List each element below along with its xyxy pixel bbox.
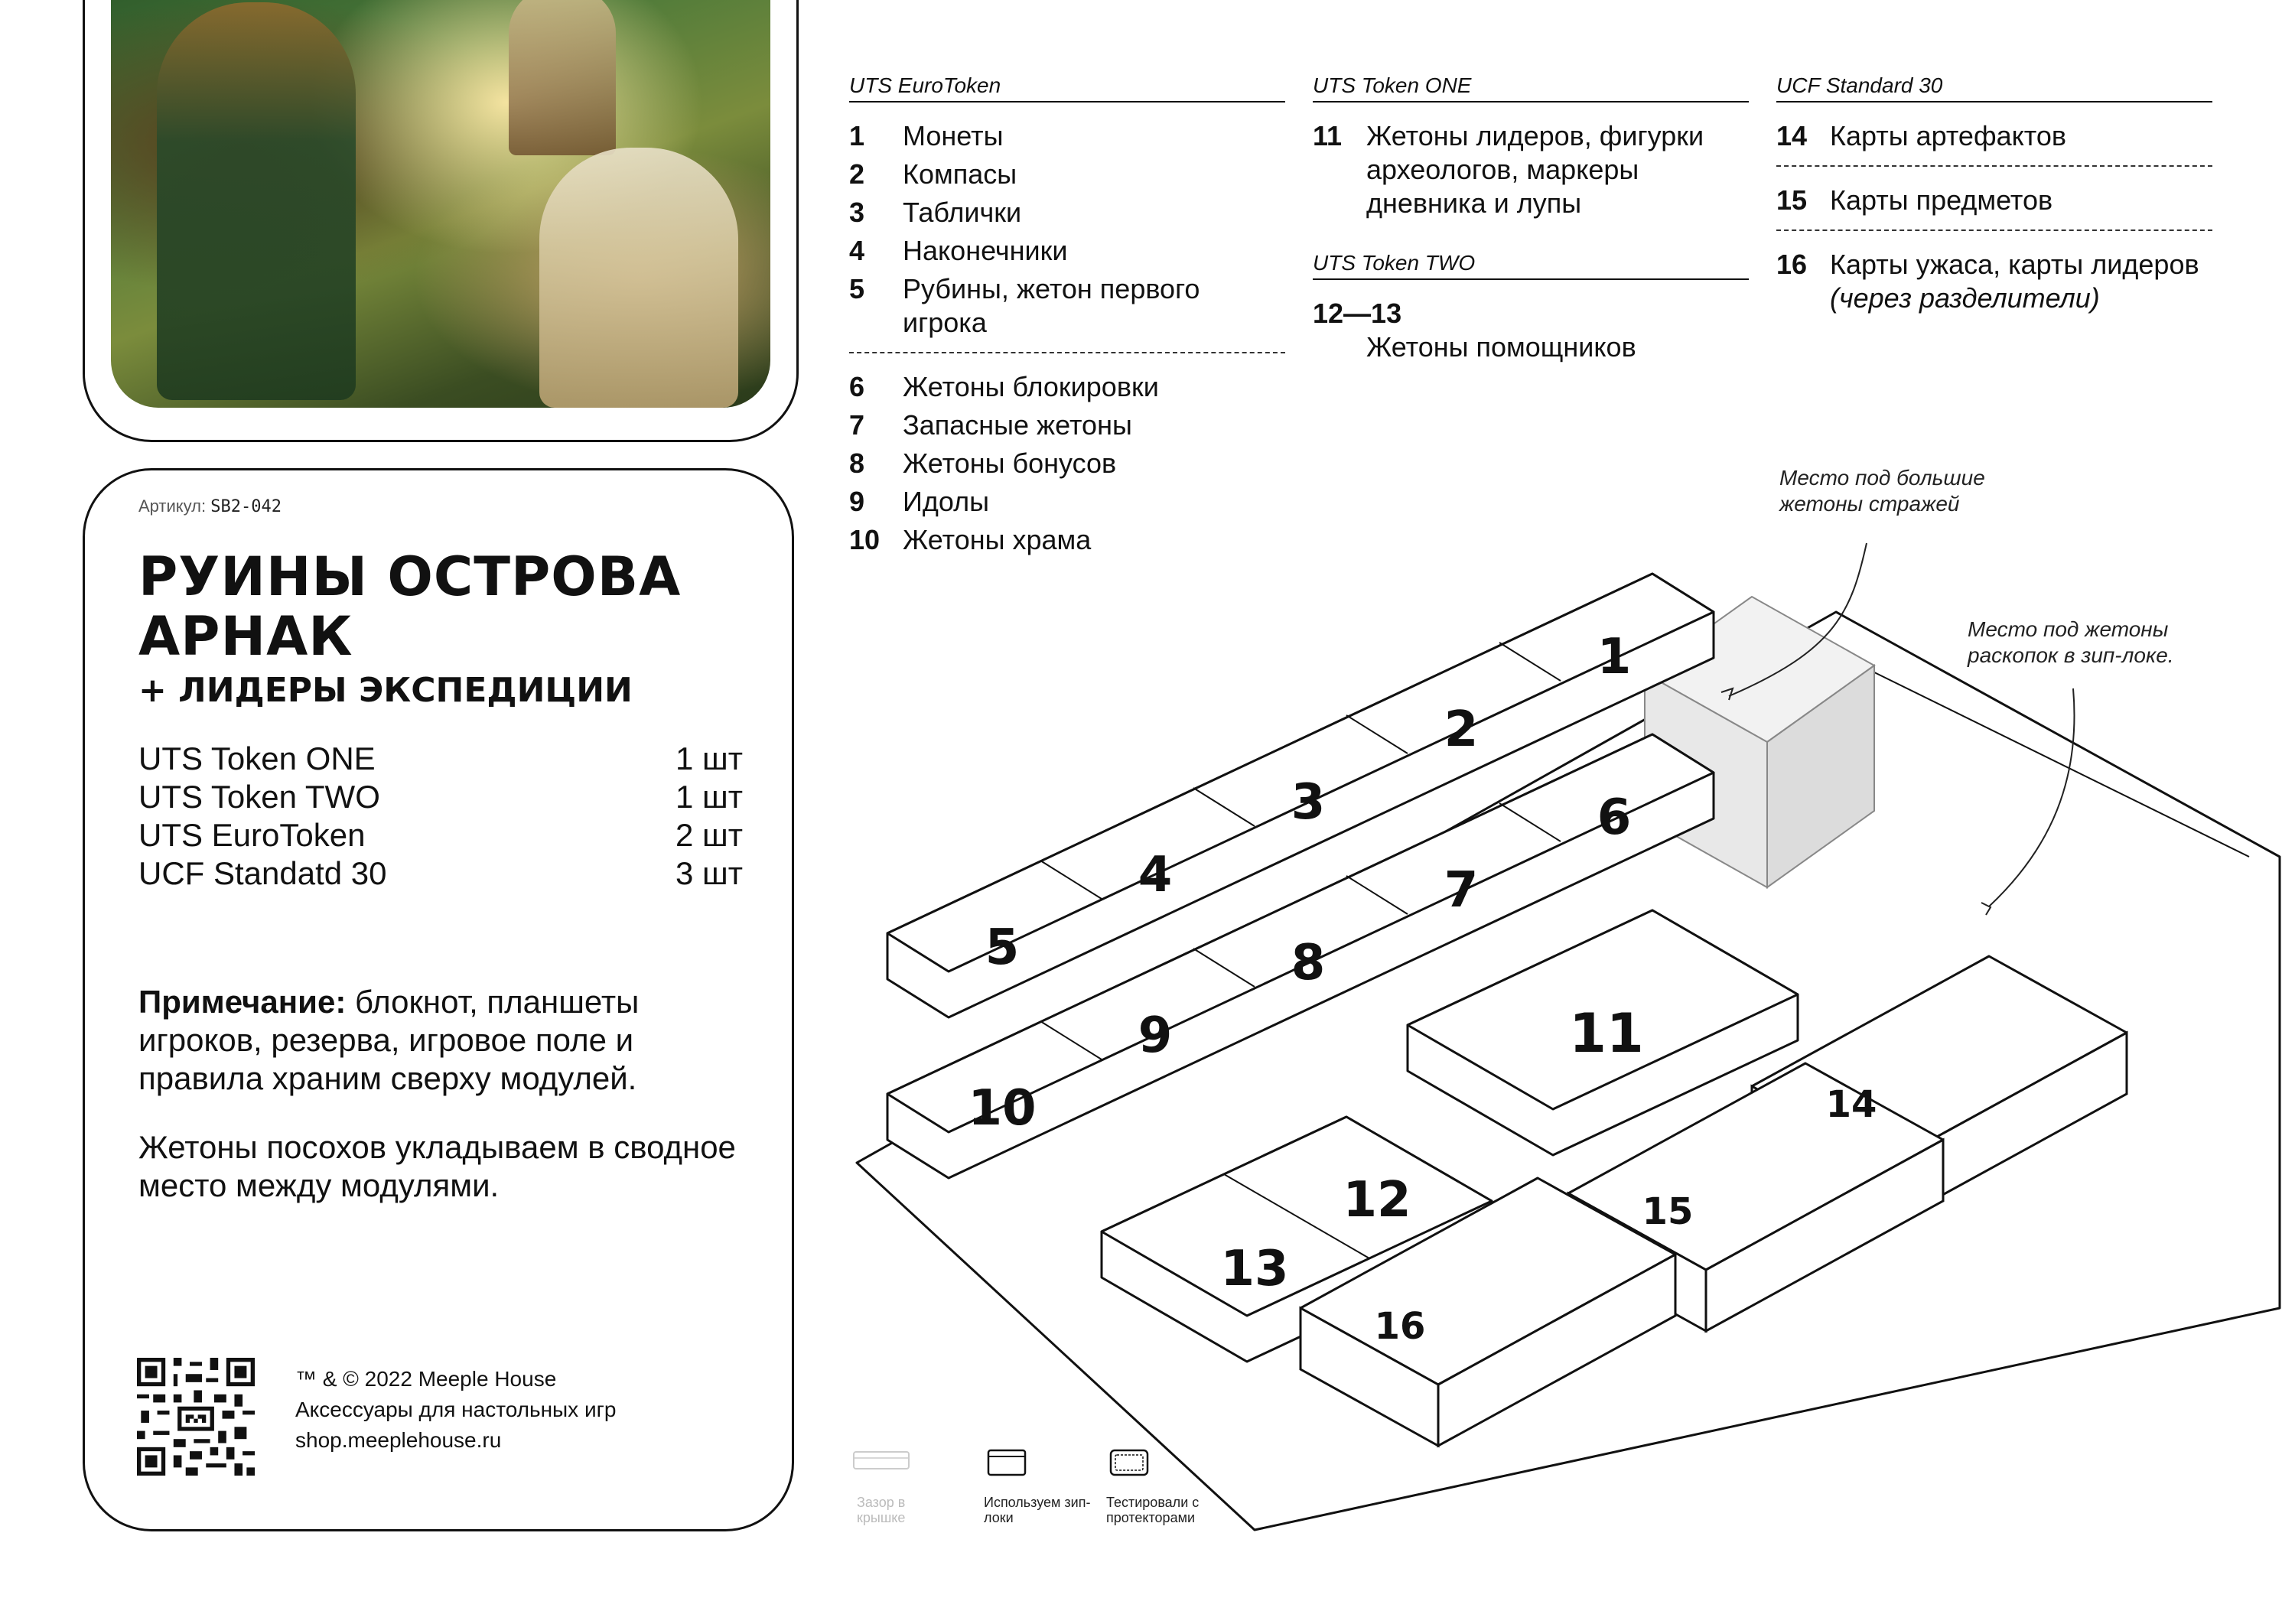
legend-item bbox=[849, 370, 1285, 404]
legend-item bbox=[849, 119, 1285, 153]
item-label: Идолы bbox=[903, 486, 989, 517]
sku bbox=[138, 496, 282, 516]
module-name: UTS EuroToken bbox=[138, 817, 366, 853]
item-number: 7 bbox=[849, 409, 865, 441]
shop-link[interactable]: shop.meeplehouse.ru bbox=[295, 1428, 502, 1452]
organizer-illustration bbox=[842, 459, 2295, 1545]
item-label: Карты артефактов bbox=[1830, 120, 2066, 151]
module-qty: 2 шт bbox=[675, 817, 743, 853]
item-label: Монеты bbox=[903, 120, 1004, 151]
ziplock-icon bbox=[985, 1447, 1028, 1478]
module-qty: 1 шт bbox=[675, 779, 743, 815]
item-label: Жетоны бонусов bbox=[903, 447, 1117, 479]
legend-item bbox=[1313, 119, 1749, 220]
item-number: 14 bbox=[1776, 120, 1808, 151]
copyright: ™ & © 2022 Meeple House bbox=[295, 1367, 557, 1391]
tray-number-5: 5 bbox=[985, 919, 1020, 976]
qr-code[interactable] bbox=[137, 1358, 255, 1476]
lid-icon bbox=[851, 1447, 912, 1478]
item-label-note: (через разделители) bbox=[1830, 282, 2100, 314]
tray-number-3: 3 bbox=[1291, 774, 1326, 831]
item-number: 11 bbox=[1313, 120, 1343, 151]
icon-label: Используем зип-локи bbox=[984, 1495, 1091, 1525]
item-number: 3 bbox=[849, 197, 865, 228]
legend-item bbox=[1776, 184, 2212, 217]
module-qty: 3 шт bbox=[675, 855, 743, 891]
legend-heading: UTS Token TWO bbox=[1313, 251, 1749, 280]
legend-heading: UCF Standard 30 bbox=[1776, 73, 2212, 103]
note-text: блокнот, планшеты игроков, резерва, игровое поле и правила храним сверху модулей. bbox=[138, 984, 640, 1096]
tray-number-2: 2 bbox=[1444, 701, 1479, 758]
callout-guards: Место под большие жетоны стражей bbox=[1779, 466, 1985, 516]
module-qty: 1 шт bbox=[675, 740, 743, 776]
artwork-figure-explorer bbox=[157, 2, 356, 400]
sku-label: Артикул: bbox=[138, 496, 207, 516]
tray-number-12: 12 bbox=[1343, 1172, 1411, 1229]
tray-number-14: 14 bbox=[1825, 1083, 1877, 1126]
module-name: UCF Standatd 30 bbox=[138, 855, 387, 891]
feature-icons bbox=[842, 1447, 1270, 1539]
item-label: Карты предметов bbox=[1830, 184, 2053, 216]
sku-code: SB2-042 bbox=[210, 497, 282, 516]
tray-number-16: 16 bbox=[1374, 1305, 1426, 1348]
legend-token-one bbox=[1313, 73, 1749, 364]
page-title: РУИНЫ ОСТРОВА АРНАК bbox=[138, 545, 682, 668]
quantity-row bbox=[138, 778, 743, 816]
note-label: Примечание: bbox=[138, 984, 347, 1020]
item-number: 6 bbox=[849, 371, 865, 402]
dashed-divider bbox=[1776, 165, 2212, 167]
quantity-row bbox=[138, 854, 743, 893]
dashed-divider bbox=[849, 352, 1285, 353]
legend-item bbox=[849, 158, 1285, 191]
item-number: 10 bbox=[849, 524, 881, 555]
artwork-figure-scholar bbox=[539, 148, 738, 408]
legend-item bbox=[849, 196, 1285, 229]
info-card bbox=[83, 468, 794, 1531]
module-name: UTS Token TWO bbox=[138, 779, 380, 815]
legend-item bbox=[1776, 248, 2212, 315]
legend-item bbox=[1776, 119, 2212, 153]
tray-number-9: 9 bbox=[1138, 1007, 1173, 1064]
tray-number-1: 1 bbox=[1597, 629, 1632, 685]
tray-number-13: 13 bbox=[1220, 1241, 1289, 1297]
item-label-text: Карты ужаса, карты лидеров bbox=[1830, 249, 2199, 280]
item-number: 12—13 bbox=[1313, 298, 1402, 329]
legend-heading: UTS Token ONE bbox=[1313, 73, 1749, 103]
item-number: 5 bbox=[849, 273, 865, 304]
quantity-row bbox=[138, 816, 743, 854]
legend-item bbox=[849, 408, 1285, 442]
item-label: Запасные жетоны bbox=[903, 409, 1132, 441]
item-label: Жетоны лидеров, фигурки археологов, маркеры дневника и лупы bbox=[1366, 120, 1704, 219]
dashed-divider bbox=[1776, 229, 2212, 231]
tray-number-15: 15 bbox=[1642, 1190, 1694, 1233]
note-staffs: Жетоны посохов укладываем в сводное место между модулями. bbox=[138, 1129, 736, 1203]
game-artwork bbox=[111, 0, 770, 408]
item-label: Рубины, жетон первого игрока bbox=[903, 273, 1200, 338]
module-name: UTS Token ONE bbox=[138, 740, 376, 776]
legend-heading: UTS EuroToken bbox=[849, 73, 1285, 103]
item-number: 16 bbox=[1776, 249, 1808, 280]
item-number: 8 bbox=[849, 447, 865, 479]
tray-number-11: 11 bbox=[1569, 1002, 1644, 1065]
legend-item bbox=[849, 234, 1285, 268]
item-number: 4 bbox=[849, 235, 865, 266]
tray-number-4: 4 bbox=[1138, 847, 1173, 903]
tagline: Аксессуары для настольных игр bbox=[295, 1398, 617, 1421]
item-number: 15 bbox=[1776, 184, 1808, 216]
tray-number-10: 10 bbox=[968, 1080, 1037, 1137]
item-label: Жетоны блокировки bbox=[903, 371, 1159, 402]
artwork-card bbox=[83, 0, 799, 442]
quantity-table bbox=[138, 740, 743, 893]
icon-label: Тестировали с протекторами bbox=[1106, 1495, 1200, 1525]
item-label bbox=[1830, 248, 2212, 315]
callout-digs: Место под жетоны раскопок в зип-локе. bbox=[1968, 617, 2174, 667]
legend-ucf bbox=[1776, 73, 2212, 320]
item-label: Жетоны помощников bbox=[1366, 331, 1636, 363]
item-number: 2 bbox=[849, 158, 865, 190]
page-subtitle: + ЛИДЕРЫ ЭКСПЕДИЦИИ bbox=[138, 671, 633, 710]
tray-number-8: 8 bbox=[1291, 935, 1326, 991]
item-label: Компасы bbox=[903, 158, 1017, 190]
note bbox=[138, 983, 766, 1098]
icon-label: Зазор в крышке bbox=[857, 1495, 906, 1525]
item-number: 1 bbox=[849, 120, 865, 151]
item-label: Жетоны храма bbox=[903, 524, 1092, 555]
footer bbox=[295, 1364, 616, 1456]
tray-number-6: 6 bbox=[1597, 789, 1632, 846]
item-label: Таблички bbox=[903, 197, 1022, 228]
item-label: Наконечники bbox=[903, 235, 1068, 266]
item-number: 9 bbox=[849, 486, 865, 517]
protector-icon bbox=[1108, 1447, 1151, 1478]
legend-item bbox=[849, 272, 1285, 340]
artwork-figure-guardian bbox=[509, 0, 616, 155]
quantity-row bbox=[138, 740, 743, 778]
tray-number-7: 7 bbox=[1444, 862, 1479, 919]
